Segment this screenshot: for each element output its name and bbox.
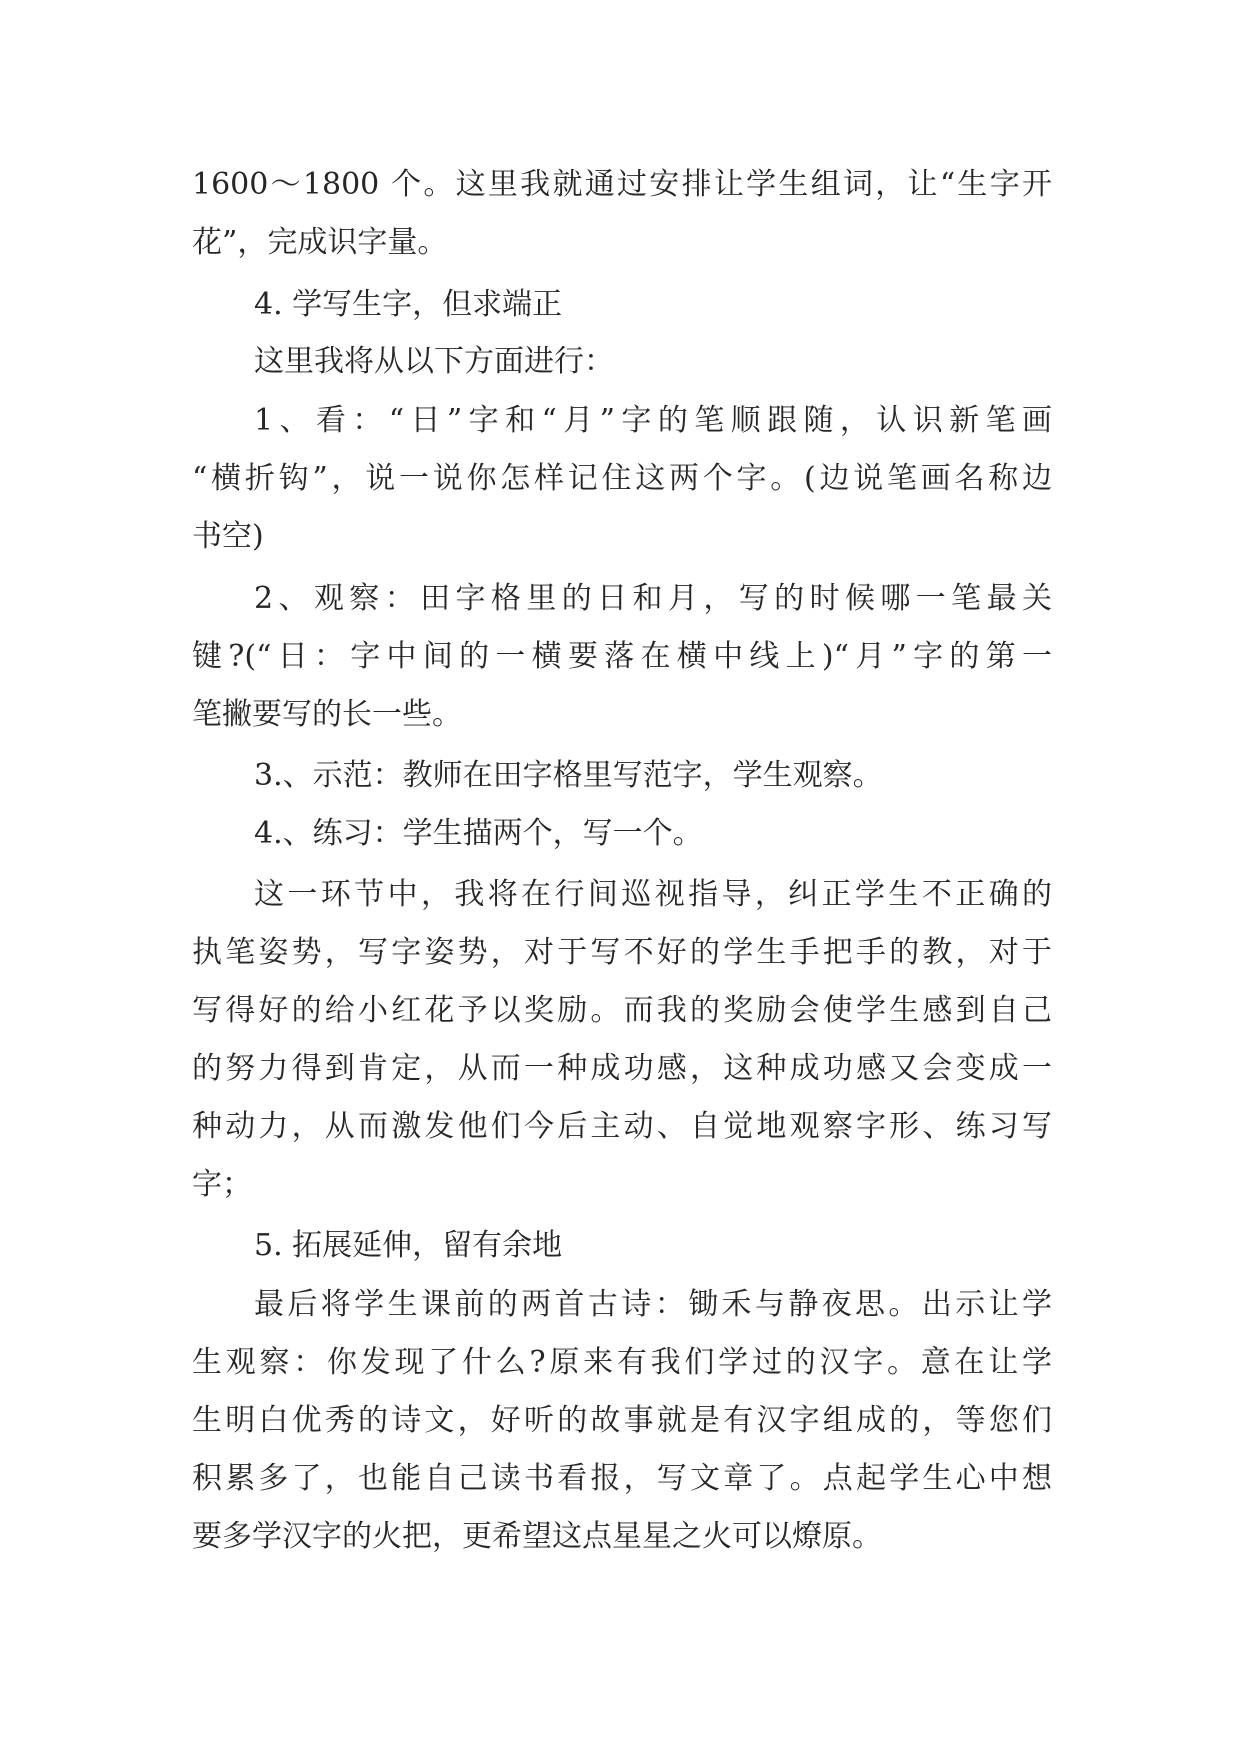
section-heading: 4. 学写生字，但求端正	[254, 287, 563, 322]
section-heading: 5. 拓展延伸，留有余地	[254, 1228, 563, 1263]
text-line: 键?(“日：字中间的一横要落在横中线上)“月”字的第一	[192, 639, 1052, 674]
text-line: “横折钩”，说一说你怎样记住这两个字。(边说笔画名称边	[192, 461, 1052, 496]
text-line: 这里我将从以下方面进行：	[254, 344, 614, 379]
text-line: 执笔姿势，写字姿势，对于写不好的学生手把手的教，对于	[192, 935, 1052, 970]
text-line: 生观察：你发现了什么?原来有我们学过的汉字。意在让学	[192, 1345, 1052, 1380]
text-line: 要多学汉字的火把，更希望这点星星之火可以燎原。	[192, 1519, 882, 1554]
text-line: 这一环节中，我将在行间巡视指导，纠正学生不正确的	[254, 877, 1052, 912]
text-line: 1600～1800 个。这里我就通过安排让学生组词，让“生字开	[192, 167, 1052, 202]
text-line: 字；	[192, 1167, 252, 1202]
text-line: 书空)	[192, 519, 264, 554]
text-line: 笔撇要写的长一些。	[192, 697, 462, 732]
text-line: 种动力，从而激发他们今后主动、自觉地观察字形、练习写	[192, 1109, 1052, 1144]
text-line: 写得好的给小红花予以奖励。而我的奖励会使学生感到自己	[192, 993, 1052, 1028]
text-line: 最后将学生课前的两首古诗：锄禾与静夜思。出示让学	[254, 1287, 1052, 1322]
text-line: 生明白优秀的诗文，好听的故事就是有汉字组成的，等您们	[192, 1403, 1052, 1438]
list-item: 3.、示范：教师在田字格里写范字，学生观察。	[254, 758, 883, 793]
list-item: 4.、练习：学生描两个，写一个。	[254, 816, 703, 851]
text-line: 的努力得到肯定，从而一种成功感，这种成功感又会变成一	[192, 1051, 1052, 1086]
list-item: 1、看：“日”字和“月”字的笔顺跟随，认识新笔画	[254, 403, 1052, 438]
list-item: 2、观察：田字格里的日和月，写的时候哪一笔最关	[254, 581, 1052, 616]
text-line: 花”，完成识字量。	[192, 225, 448, 260]
text-line: 积累多了，也能自己读书看报，写文章了。点起学生心中想	[192, 1461, 1052, 1496]
